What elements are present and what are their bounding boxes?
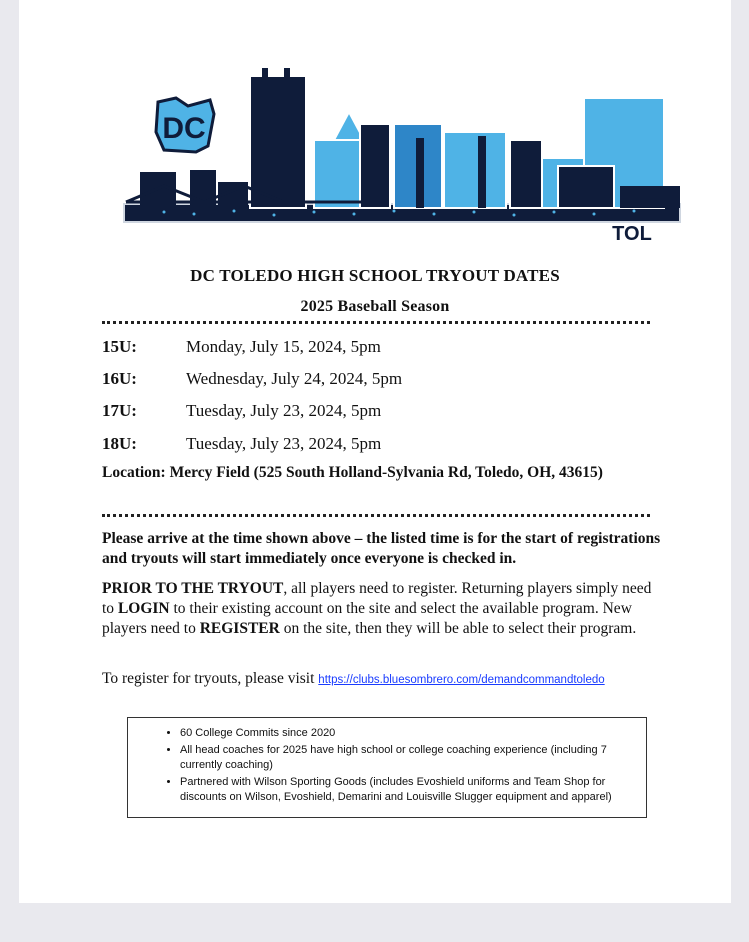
registration-instructions bbox=[102, 579, 662, 639]
tryout-date: Monday, July 15, 2024, 5pm bbox=[186, 337, 381, 356]
badge-text: DC bbox=[162, 112, 206, 145]
tryout-age: 18U: bbox=[102, 434, 137, 453]
prior-text-1: , all players need to register. Returning players simply need to bbox=[102, 580, 652, 617]
arrival-notice: Please arrive at the time shown above – the listed time is for the start of registrations and tryouts will start immediately once everyone is checked in. bbox=[102, 530, 661, 567]
toledo-skyline-logo bbox=[104, 62, 684, 247]
prior-text-2: to their existing account on the site and select the available program. New players need to bbox=[102, 600, 632, 637]
highlights-box bbox=[127, 717, 647, 818]
tryout-date: Wednesday, July 24, 2024, 5pm bbox=[186, 369, 403, 388]
tryout-date: Tuesday, July 23, 2024, 5pm bbox=[186, 434, 382, 453]
dotted-divider bbox=[102, 321, 650, 324]
list-item: • Partnered with Wilson Sporting Goods (includes Evoshield uniforms and Team Shop for discounts on Wilson, Evoshield, Demarini and Louisville Slugger equipment and apparel) bbox=[180, 775, 646, 805]
tryout-age: 16U: bbox=[102, 369, 137, 388]
flyer-page bbox=[19, 0, 731, 903]
highlights-list bbox=[128, 726, 646, 805]
prior-text-3: on the site, then they will be able to select their program. bbox=[279, 620, 637, 637]
page-title: DC TOLEDO HIGH SCHOOL TRYOUT DATES bbox=[190, 266, 560, 285]
list-item: • All head coaches for 2025 have high school or college coaching experience (including 7 currently coaching) bbox=[180, 743, 646, 773]
register-line bbox=[102, 669, 662, 690]
login-keyword: LOGIN bbox=[117, 600, 170, 617]
tryout-age: 15U: bbox=[102, 337, 137, 356]
register-keyword: REGISTER bbox=[199, 620, 280, 637]
tryout-date: Tuesday, July 23, 2024, 5pm bbox=[186, 401, 382, 420]
page-subtitle: 2025 Baseball Season bbox=[300, 298, 450, 315]
register-text: To register for tryouts, please visit bbox=[102, 670, 319, 687]
prior-lead: PRIOR TO THE TRYOUT bbox=[102, 580, 284, 597]
tryout-age: 17U: bbox=[102, 401, 137, 420]
list-item: • 60 College Commits since 2020 bbox=[180, 726, 646, 741]
tryout-location: Location: Mercy Field (525 South Holland-Sylvania Rd, Toledo, OH, 43615) bbox=[102, 464, 603, 481]
dotted-divider bbox=[102, 514, 650, 517]
registration-link[interactable]: https://clubs.bluesombrero.com/demandcommandtoledo bbox=[318, 674, 605, 686]
city-code: TOL bbox=[612, 223, 652, 245]
